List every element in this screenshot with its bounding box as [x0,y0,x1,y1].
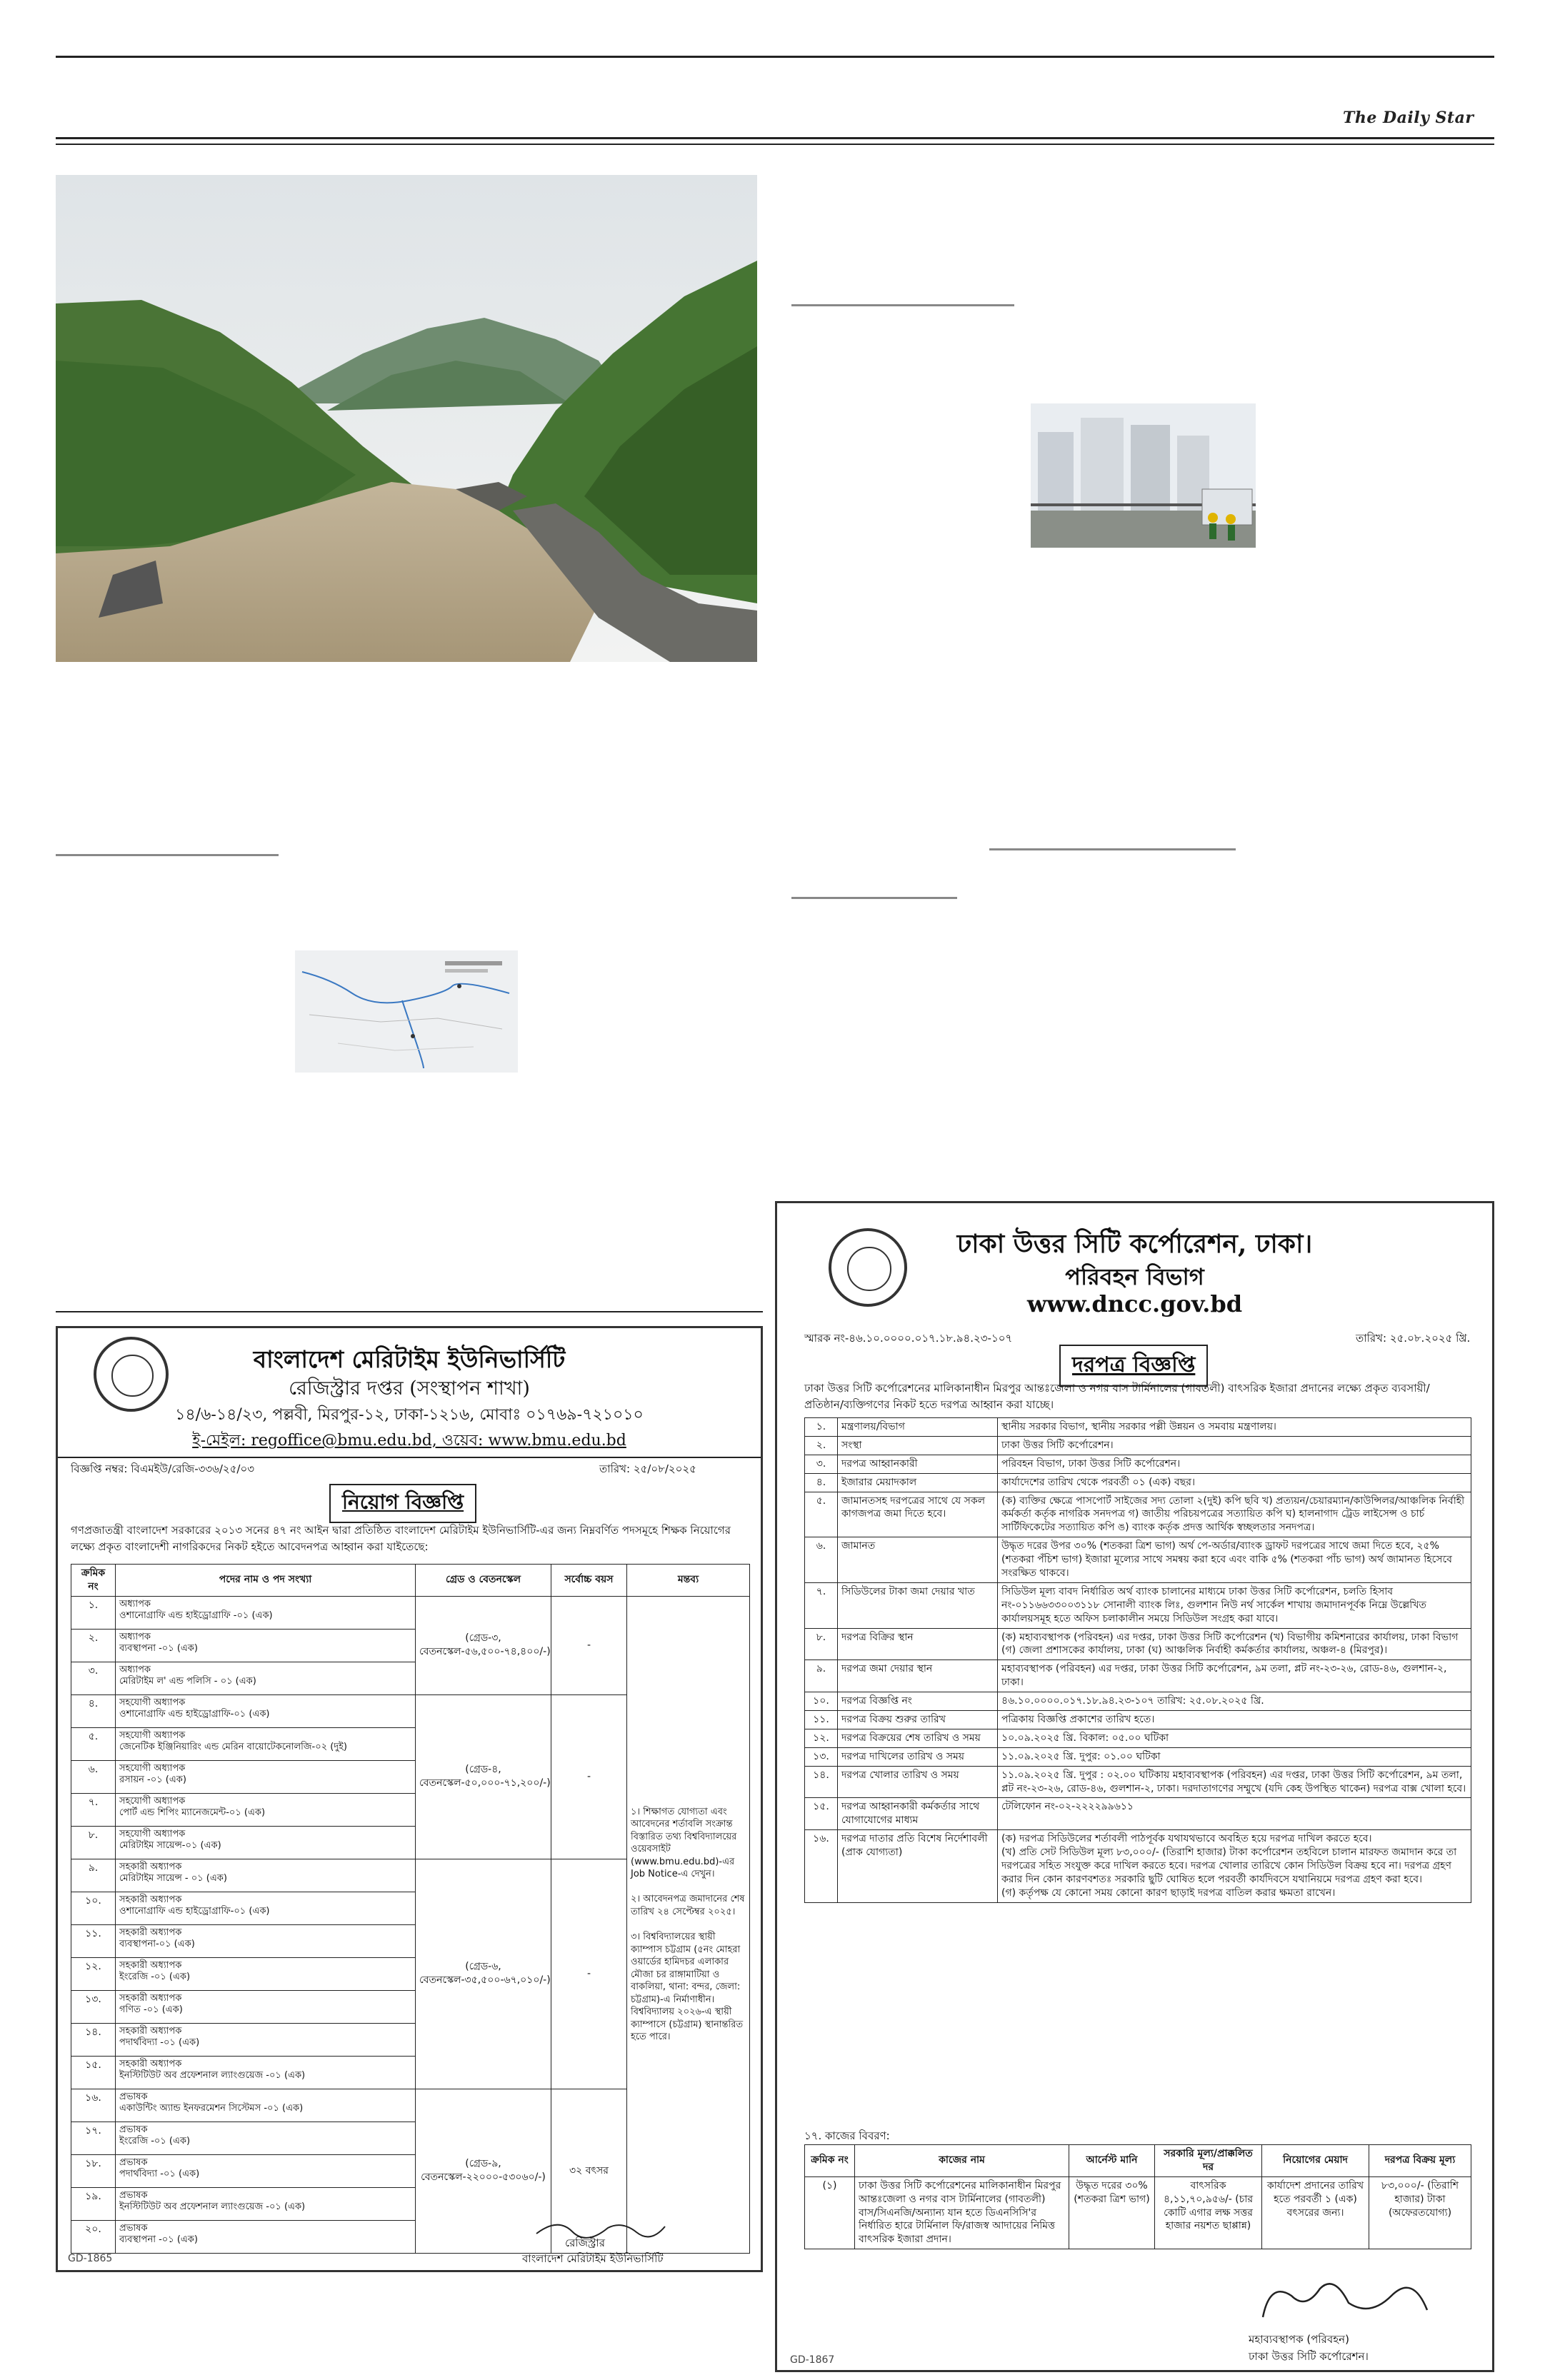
bmu-subtitle: রেজিস্ট্রার দপ্তর (সংস্থাপন শাখা) [289,1377,530,1400]
bmu-posts-table [71,1564,749,2254]
post-serial: ১৫. [71,2056,116,2089]
item-label: মন্ত্রণালয়/বিভাগ [838,1418,998,1437]
item-value: (ক) মহাব্যবস্থাপক (পরিবহন) এর দপ্তর, ঢাকা উত্তর সিটি কর্পোরেশন (খ) বিভাগীয় কমিশনারের কার্যালয়, ঢাকা বিভাগ (গ) জেলা প্রশাসকের কার্যালয়, ঢাকা (ঘ) আঞ্চলিক নির্বাহী কর্মকর্তার কার্যালয়, অঞ্চল-৪ (মিরপুর)। [998,1628,1471,1660]
work-serial: (১) [805,2176,855,2249]
item-serial: ১৩. [805,1747,838,1766]
table-row [805,1766,1471,1798]
work-description-table [804,2144,1471,2249]
column-header: দরপত্র বিক্রয় মূল্য [1369,2145,1471,2177]
post-name: সহযোগী অধ্যাপক পোর্ট এন্ড শিপিং ম্যানেজমেন্ট-০১ (এক) [116,1793,416,1826]
table-row [805,1660,1471,1692]
item-label: দরপত্র বিজ্ঞপ্তি নং [838,1692,998,1711]
bmu-recruitment-notice [56,1326,763,2272]
post-name: অধ্যাপক ব্যবস্থাপনা -০১ (এক) [116,1629,416,1662]
item-value: স্থানীয় সরকার বিভাগ, স্থানীয় সরকার পল্লী উন্নয়ন ও সমবায় মন্ত্রণালয়। [998,1418,1471,1437]
post-name: প্রভাষক ইনস্টিটিউট অব প্রফেশনাল ল্যাংগুয়েজ -০১ (এক) [116,2187,416,2220]
bmu-intro: গণপ্রজাতন্ত্রী বাংলাদেশ সরকারের ২০১৩ সনের ৪৭ নং আইন দ্বারা প্রতিষ্ঠিত বাংলাদেশ মেরিটাইম ইউনিভার্সিটি-এর জন্য নিম্নবর্ণিত পদসমূহে শিক্ষক নিয়োগের লক্ষ্যে প্রকৃত বাংলাদেশী নাগরিকদের নিকট হইতে আবেদনপত্র আহ্বান করা যাইতেছে: [71,1524,731,1553]
post-serial: ৫. [71,1727,116,1760]
dncc-ref-number: স্মারক নং-৪৬.১০.০০০০.০১৭.১৮.৯৪.২৩-১০৭ [804,1332,1013,1345]
remarks: ১। শিক্ষাগত যোগ্যতা এবং আবেদনের শর্তাবলি সংক্রান্ত বিস্তারিত তথ্য বিশ্ববিদ্যালয়ের ওয়েবসাইট (www.bmu.edu.bd)-এর Job Notice-এ দেখুন। ২। আবেদনপত্র জমাদানের শেষ তারিখ ২৪ সেপ্টেম্বর ২০২৫। ৩। বিশ্ববিদ্যালয়ের স্থায়ী ক্যাম্পাস চট্টগ্রাম (৫নং মোহরা ওয়ার্ডের হামিদচর এলাকার মৌজা চর রাঙ্গামাটিয়া ও বাকলিয়া, থানা: বন্দর, জেলা: চট্টগ্রাম)-এ নির্মাণাধীন। বিশ্ববিদ্যালয় ২০২৬-এ স্থায়ী ক্যাম্পাসে (চট্টগ্রাম) স্থানান্তরিত হতে পারে। [627,1596,750,2253]
item-serial: ৮. [805,1628,838,1660]
item-serial: ১. [805,1418,838,1437]
item-serial: ৭. [805,1582,838,1628]
item-serial: ১২. [805,1729,838,1747]
column-header: ক্রমিক নং [71,1565,116,1597]
item-label: দরপত্র আহ্বানকারী [838,1455,998,1473]
table-row [805,1582,1471,1628]
dncc-website[interactable]: www.dncc.gov.bd [1026,1290,1243,1317]
post-name: সহকারী অধ্যাপক মেরিটাইম সায়েন্স - ০১ (এক) [116,1859,416,1892]
table-row [805,1537,1471,1583]
article-divider [791,304,1014,306]
grade-scale: (গ্রেড-৯, বেতনস্কেল-২২০০০-৫৩০৬০/-) [416,2089,551,2253]
grade-scale: (গ্রেড-৩, বেতনস্কেল-৫৬,৫০০-৭৪,৪০০/-) [416,1596,551,1694]
post-serial: ১৯. [71,2187,116,2220]
max-age: - [551,1694,627,1859]
item-serial: ১৪. [805,1766,838,1798]
table-row [805,1711,1471,1729]
item-serial: ৩. [805,1455,838,1473]
post-name: অধ্যাপক মেরিটাইম ল' এন্ড পলিসি - ০১ (এক) [116,1662,416,1694]
table-row [805,1830,1471,1902]
post-name: প্রভাষক ব্যবস্থাপনা -০১ (এক) [116,2220,416,2253]
river-valley-illustration [56,175,757,662]
column-header: ক্রমিক নং [805,2145,855,2177]
item-label: সংস্থা [838,1436,998,1455]
item-value: (ক) ব্যক্তির ক্ষেত্রে পাসপোর্ট সাইজের সদ্য তোলা ২(দুই) কপি ছবি খ) প্রত্যয়ন/চেয়ারম্যান/কাউন্সিলর/আঞ্চলিক নির্বাহী কর্মকর্তা কর্তৃক নাগরিক সনদপত্র গ) জাতীয় পরিচয়পত্রের সত্যায়িত কপি ঘ) হালনাগাদ ট্রেড লাইসেন্স ও চার্চ সার্টিফিকেটের সত্যায়িত কপি ঙ) ব্যাংক কর্তৃক প্রদত্ত আর্থিক স্বচ্ছলতার সনদপত্র। [998,1492,1471,1537]
article-divider [56,854,279,856]
power-plant-photo [1031,403,1256,548]
item-label: ইজারার মেয়াদকাল [838,1473,998,1492]
post-serial: ১৭. [71,2122,116,2154]
dncc-intro: ঢাকা উত্তর সিটি কর্পোরেশনের মালিকানাধীন মিরপুর আন্তঃজেলা ও নগর বাস টার্মিনালের (গাবতলী) বাৎসরিক ইজারা প্রদানের লক্ষ্যে প্রকৃত ব্যবসায়ী/প্রতিষ্ঠান/ব্যক্তিগণের নিকট হতে দরপত্র আহ্বান করা যাচ্ছে। [804,1382,1430,1411]
item-value: সিডিউল মূল্য বাবদ নির্ধারিত অর্থ ব্যাংক চালানের মাধ্যমে ঢাকা উত্তর সিটি কর্পোরেশন, চলতি হিসাব নং-০১১৬৬৩৩০০৩১১৮ সোনালী ব্যাংক লিঃ, গুলশান নিউ নর্থ সার্কেল শাখায় জমাদানপূর্বক নিম্নে উল্লেখিত কার্যালয়সমূহ হতে অফিস চলাকালীন সময়ে সিডিউল সংগ্রহ করা যাবে। [998,1582,1471,1628]
table-row [805,1628,1471,1660]
dncc-title: ঢাকা উত্তর সিটি কর্পোরেশন, ঢাকা। [956,1229,1313,1259]
article-divider [791,897,957,899]
item-value: পত্রিকায় বিজ্ঞপ্তি প্রকাশের তারিখ হতে। [998,1711,1471,1729]
post-serial: ৪. [71,1694,116,1727]
post-serial: ৯. [71,1859,116,1892]
post-serial: ১৩. [71,1990,116,2023]
post-serial: ১৪. [71,2023,116,2056]
post-name: সহকারী অধ্যাপক ইংরেজি -০১ (এক) [116,1957,416,1990]
post-serial: ১৮. [71,2154,116,2187]
post-name: সহকারী অধ্যাপক ইনস্টিটিউট অব প্রফেশনাল ল্যাংগুয়েজ -০১ (এক) [116,2056,416,2089]
item-value: পরিবহন বিভাগ, ঢাকা উত্তর সিটি কর্পোরেশন। [998,1455,1471,1473]
item-serial: ৫. [805,1492,838,1537]
column-header: গ্রেড ও বেতনস্কেল [416,1565,551,1597]
item-label: দরপত্র আহ্বানকারী কর্মকর্তার সাথে যোগাযোগের মাধ্যম [838,1798,998,1830]
post-name: প্রভাষক ইংরেজি -০১ (এক) [116,2122,416,2154]
column-header: মন্তব্য [627,1565,750,1597]
item-label: দরপত্র দাতার প্রতি বিশেষ নির্দেশাবলী (প্রাক যোগ্যতা) [838,1830,998,1902]
work-govt-price: বাৎসরিক ৪,১১,৭০,৯৫৬/- (চার কোটি এগার লক্ষ সত্তর হাজার নয়শত ছাপ্পান্ন) [1155,2176,1262,2249]
dncc-date: তারিখ: ২৫.০৮.২০২৫ খ্রি. [1356,1332,1471,1345]
item-value: ১১.০৯.২০২৫ খ্রি. দুপুর : ০২.০০ ঘটিকায় মহাব্যবস্থাপক (পরিবহন) এর দপ্তর, ঢাকা উত্তর সিটি কর্পোরেশন, ৯ম তলা, প্লট নং-২৩-২৬, রোড-৪৬, গুলশান-২, ঢাকা। দরদাতাগণের সম্মুখে (যদি কেহ উপস্থিত থাকেন) দরপত্র বাক্স খোলা হবে। [998,1766,1471,1798]
post-name: সহযোগী অধ্যাপক মেরিটাইম সায়েন্স-০১ (এক) [116,1826,416,1859]
post-serial: ২০. [71,2220,116,2253]
item-value: ১১.০৯.২০২৫ খ্রি. দুপুর: ০১.০০ ঘটিকা [998,1747,1471,1766]
item-label: দরপত্র দাখিলের তারিখ ও সময় [838,1747,998,1766]
item-serial: ১৫. [805,1798,838,1830]
table-row [805,2176,1471,2249]
dncc-heading: দরপত্র বিজ্ঞপ্তি [1059,1345,1208,1387]
dncc-gd-code: GD-1867 [790,2354,835,2366]
article-divider [989,848,1236,850]
dncc-tender-notice [775,1201,1494,2372]
header-rule-1 [56,137,1494,139]
column-header: নিয়োগের মেয়াদ [1262,2145,1369,2177]
max-age: - [551,1596,627,1694]
table-row [805,1798,1471,1830]
post-name: সহকারী অধ্যাপক ওশানোগ্রাফি এন্ড হাইড্রোগ্রাফি-০১ (এক) [116,1892,416,1924]
bmu-header-rule [58,1457,763,1458]
item-serial: ৯. [805,1660,838,1692]
work-term: কার্যাদেশ প্রদানের তারিখ হতে পরবর্তী ১ (এক) বৎসরের জন্য। [1262,2176,1369,2249]
post-name: সহযোগী অধ্যাপক ওশানোগ্রাফি এন্ড হাইড্রোগ্রাফি-০১ (এক) [116,1694,416,1727]
section-rule-left [56,1311,763,1312]
max-age: ৩২ বৎসর [551,2089,627,2253]
item-serial: ৪. [805,1473,838,1492]
bmu-title: বাংলাদেশ মেরিটাইম ইউনিভার্সিটি [253,1345,566,1373]
post-serial: ৭. [71,1793,116,1826]
dncc-signatory-org: ঢাকা উত্তর সিটি কর্পোরেশন। [1249,2350,1369,2363]
max-age: - [551,1859,627,2089]
item-value: কার্যাদেশের তারিখ থেকে পরবর্তী ০১ (এক) বছর। [998,1473,1471,1492]
item-value: ৪৬.১০.০০০০.০১৭.১৮.৯৪.২৩-১০৭ তারিখ: ২৫.০৮.২০২৫ খ্রি. [998,1692,1471,1711]
table-row [805,1436,1471,1455]
item-label: দরপত্র বিক্রয় শুরুর তারিখ [838,1711,998,1729]
work-description-label: ১৭. কাজের বিবরণ: [804,2129,890,2142]
table-row [805,1692,1471,1711]
item-serial: ১৬. [805,1830,838,1902]
work-name: ঢাকা উত্তর সিটি কর্পোরেশনের মালিকানাধীন মিরপুর আন্তঃজেলা ও নগর বাস টার্মিনালের (গাবতলী) বাস/সিএনজি/অন্যান্য যান হতে ডিএনসিসি'র নির্ধারিত হারে টার্মিনাল ফি/রাজস্ব আদায়ের নিমিত্ত বাৎসরিক ইজারা প্রদান। [855,2176,1069,2249]
item-value: উদ্ধৃত দরের উপর ৩০% (শতকরা ত্রিশ ভাগ) অর্থ পে-অর্ডার/ব্যাংক ড্রাফট দরপত্রের সাথে জমা দিতে হবে, ২৫% (শতকরা পঁচিশ ভাগ) ইজারা মূল্যের সাথে সমন্বয় করা হবে এবং বাকি ৫% (শতকরা পাঁচ ভাগ) অর্থ জামানত হিসেবে সংরক্ষিত থাকবে। [998,1537,1471,1583]
column-header: পদের নাম ও পদ সংখ্যা [116,1565,416,1597]
gm-signature [1249,2274,1434,2331]
post-serial: ১২. [71,1957,116,1990]
post-serial: ১. [71,1596,116,1629]
bmu-email-web[interactable]: ই-মেইল: regoffice@bmu.edu.bd, ওয়েব: www.bmu.edu.bd [192,1432,626,1450]
bmu-gd-code: GD-1865 [68,2253,113,2264]
item-label: দরপত্র খোলার তারিখ ও সময় [838,1766,998,1798]
post-serial: ১১. [71,1924,116,1957]
table-row [805,1729,1471,1747]
work-earnest-money: উদ্ধৃত দরের ৩০% (শতকরা ত্রিশ ভাগ) [1069,2176,1155,2249]
dncc-tender-table [804,1417,1471,1903]
table-row [71,1596,750,1629]
table-row [805,1455,1471,1473]
post-name: সহযোগী অধ্যাপক রসায়ন -০১ (এক) [116,1760,416,1793]
column-header: সর্বোচ্চ বয়স [551,1565,627,1597]
item-value: ঢাকা উত্তর সিটি কর্পোরেশন। [998,1436,1471,1455]
item-value: ১০.০৯.২০২৫ খ্রি. বিকাল: ০৫.০০ ঘটিকা [998,1729,1471,1747]
map-illustration [295,950,518,1073]
post-serial: ৮. [71,1826,116,1859]
masthead-logo: The Daily Star [1343,109,1474,127]
post-serial: ৬. [71,1760,116,1793]
item-value: মহাব্যবস্থাপক (পরিবহন) এর দপ্তর, ঢাকা উত্তর সিটি কর্পোরেশন, ৯ম তলা, প্লট নং-২৩-২৬, রোড-৪৬, গুলশান-২, ঢাকা। [998,1660,1471,1692]
item-serial: ১১. [805,1711,838,1729]
post-name: সহকারী অধ্যাপক পদার্থবিদ্যা -০১ (এক) [116,2023,416,2056]
post-name: অধ্যাপক ওশানোগ্রাফি এন্ড হাইড্রোগ্রাফি -০১ (এক) [116,1596,416,1629]
post-name: সহযোগী অধ্যাপক জেনেটিক ইঞ্জিনিয়ারিং এন্ড মেরিন বায়োটেকনোলজি-০২ (দুই) [116,1727,416,1760]
item-serial: ২. [805,1436,838,1455]
table-row [805,1747,1471,1766]
post-name: প্রভাষক একাউন্টিং অ্যান্ড ইনফরমেশন সিস্টেমস -০১ (এক) [116,2089,416,2122]
item-label: দরপত্র জমা দেয়ার স্থান [838,1660,998,1692]
table-row [805,1492,1471,1537]
grade-scale: (গ্রেড-৪, বেতনস্কেল-৫০,০০০-৭১,২০০/-) [416,1694,551,1859]
post-serial: ১৬. [71,2089,116,2122]
item-label: দরপত্র বিক্রয়ের শেষ তারিখ ও সময় [838,1729,998,1747]
item-label: জামানত [838,1537,998,1583]
dncc-signatory-title: মহাব্যবস্থাপক (পরিবহন) [1249,2333,1349,2346]
post-serial: ৩. [71,1662,116,1694]
bmu-date: তারিখ: ২৫/০৮/২০২৫ [599,1462,696,1475]
item-value: টেলিফোন নং-০২-২২২২৯৯৬১১ [998,1798,1471,1830]
table-row [805,1473,1471,1492]
post-serial: ১০. [71,1892,116,1924]
item-label: জামানতসহ দরপত্রের সাথে যে সকল কাগজপত্র জমা দিতে হবে। [838,1492,998,1537]
grade-scale: (গ্রেড-৬, বেতনস্কেল-৩৫,৫০০-৬৭,০১০/-) [416,1859,551,2089]
item-serial: ১০. [805,1692,838,1711]
post-name: প্রভাষক পদার্থবিদ্যা -০১ (এক) [116,2154,416,2187]
bmu-signatory-org: বাংলাদেশ মেরিটাইম ইউনিভার্সিটি [522,2252,664,2265]
river-valley-photo [56,175,757,662]
post-name: সহকারী অধ্যাপক ব্যবস্থাপনা-০১ (এক) [116,1924,416,1957]
post-serial: ২. [71,1629,116,1662]
river-map [295,950,518,1073]
work-schedule-fee: ৮৩,০০০/- (তিরাশি হাজার) টাকা (অফেরতযোগ্য) [1369,2176,1471,2249]
item-label: দরপত্র বিক্রির স্থান [838,1628,998,1660]
post-name: সহকারী অধ্যাপক গণিত -০১ (এক) [116,1990,416,2023]
item-label: সিডিউলের টাকা জমা দেয়ার খাত [838,1582,998,1628]
top-rule [56,56,1494,58]
bmu-ref-number: বিজ্ঞপ্তি নম্বর: বিএমইউ/রেজি-৩৩৬/২৫/০৩ [71,1462,254,1475]
dncc-subtitle: পরিবহন বিভাগ [1065,1263,1204,1290]
item-serial: ৬. [805,1537,838,1583]
item-value: (ক) দরপত্র সিডিউলের শর্তাবলী পাঠপূর্বক যথাযথভাবে অবহিত হয়ে দরপত্র দাখিল করতে হবে। (খ) প্রতি সেট সিডিউল মূল্য ৮৩,০০০/- (তিরাশি হাজার) টাকা কর্পোরেশন তহবিলে চালান মারফত জমাদান করে তা দরপত্রের সহিত সংযুক্ত করে দাখিল করতে হবে। দরপত্র খোলার তারিখে কোন সিডিউল বিক্রয় হবে না। দরপত্র গ্রহণ করার দিন কোন কারণবশতঃ সরকারি ছুটি ঘোষিত হলে পরবর্তী কার্যদিবসে যথানিয়মে দরপত্র গ্রহণ করা হবে। (গ) কর্তৃপক্ষ যে কোনো সময় কোনো কারণ ছাড়াই দরপত্র বাতিল করার ক্ষমতা রাখেন। [998,1830,1471,1902]
bmu-heading: নিয়োগ বিজ্ঞপ্তি [329,1484,476,1523]
column-header: কাজের নাম [855,2145,1069,2177]
column-header: আর্নেস্ট মানি [1069,2145,1155,2177]
bmu-signatory-title: রেজিস্ট্রার [565,2236,606,2249]
power-plant-illustration [1031,403,1256,548]
header-rule-2 [56,144,1494,145]
column-header: সরকারি মূল্য/প্রাক্কলিত দর [1155,2145,1262,2177]
bmu-address: ১৪/৬-১৪/২৩, পল্লবী, মিরপুর-১২, ঢাকা-১২১৬, মোবাঃ ০১৭৬৯-৭২১০১০ [175,1406,644,1424]
table-row [805,1418,1471,1437]
